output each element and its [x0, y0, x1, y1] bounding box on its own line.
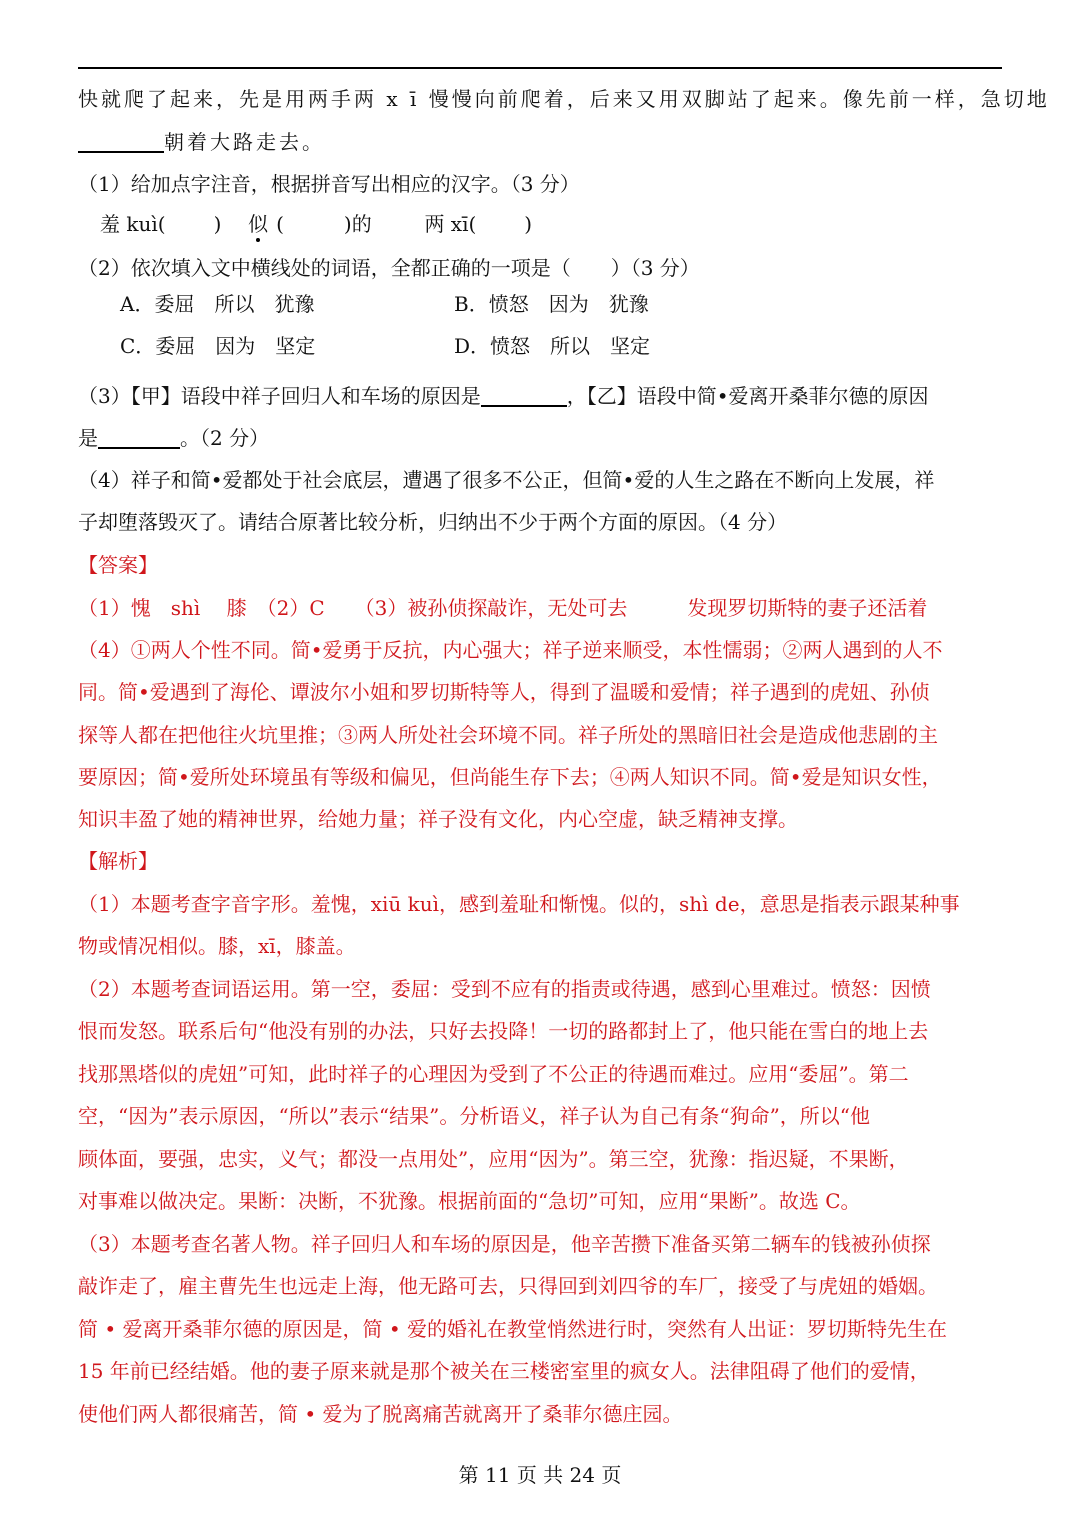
q3-line-1	[78, 381, 1008, 411]
analysis-p2-line: 恨而发怒。联系后句“他没有别的办法，只好去投降！一切的路都封上了，他只能在雪白的地上去	[78, 1019, 929, 1043]
analysis-heading: 【解析】	[78, 849, 158, 873]
analysis-p3-line: 15 年前已经结婚。他的妻子原来就是那个被关在三楼密室里的疯女人。法律阻碍了他们的爱情，	[78, 1359, 930, 1383]
answer-4-line: 探等人都在把他往火坑里推；③两人所处社会环境不同。祥子所处的黑暗旧社会是造成他悲剧的主	[78, 723, 938, 747]
q3-part1: （3）【甲】语段中祥子回归人和车场的原因是	[78, 384, 481, 408]
q1-dotted-char: 似	[248, 212, 269, 236]
q3-part3: 是	[78, 426, 98, 450]
analysis-p2-line: 顾体面，要强，忠实，义气；都没一点用处”，应用“因为”。第三空，犹豫：指迟疑，不果断，	[78, 1147, 909, 1171]
answer-4-line: （4）①两人个性不同。简•爱勇于反抗，内心强大；祥子逆来顺受，本性懦弱；②两人遇到的人不	[78, 638, 943, 662]
q3-blank-2	[98, 425, 180, 449]
passage-line-2	[78, 127, 1008, 157]
q1-item2-suffix: )的	[343, 212, 372, 236]
q1-item1-prefix: 羞 kuì(	[100, 212, 166, 236]
passage-line-1: 快就爬了起来，先是用两手两 x ī 慢慢向前爬着，后来又用双脚站了起来。像先前一样，急切地	[78, 87, 1050, 111]
analysis-p2-line: 空，“因为”表示原因，“所以”表示“结果”。分析语义，祥子认为自己有条“狗命”，所以“他	[78, 1104, 871, 1128]
analysis-p1-line: 物或情况相似。膝，xī，膝盖。	[78, 934, 356, 958]
q2-option-d: D．愤怒 所以 坚定	[454, 334, 651, 358]
q2-stem: （2）依次填入文中横线处的词语，全都正确的一项是（ ）（3 分）	[78, 256, 700, 280]
analysis-p2-line: 找那黑塔似的虎妞”可知，此时祥子的心理因为受到了不公正的待遇而难过。应用“委屈”。第二	[78, 1062, 909, 1086]
q1-item3-suffix: )	[524, 212, 533, 236]
analysis-p3-line: 敲诈走了，雇主曹先生也远走上海，他无路可去，只得回到刘四爷的车厂，接受了与虎妞的婚姻。	[78, 1274, 938, 1298]
answer-4-line: 要原因；简•爱所处环境虽有等级和偏见，但尚能生存下去；④两人知识不同。简•爱是知识女性，	[78, 765, 942, 789]
q1-items	[100, 209, 1030, 239]
q3-part2: ，【乙】语段中简•爱离开桑菲尔德的原因	[566, 384, 929, 408]
page-footer: 第 11 页 共 24 页	[458, 1463, 622, 1487]
answer-4-line: 知识丰盈了她的精神世界，给她力量；祥子没有文化，内心空虚，缺乏精神支撑。	[78, 807, 798, 831]
q3-line-2	[78, 423, 1008, 453]
q1-item1-suffix: )	[213, 212, 222, 236]
q3-part4: 。（2 分）	[180, 426, 270, 450]
q4-line-2: 子却堕落毁灭了。请结合原著比较分析，归纳出不少于两个方面的原因。（4 分）	[78, 510, 788, 534]
q1-item2-open: (	[276, 212, 284, 236]
answer-1-3: （1）愧 shì 膝 （2）C （3）被孙侦探敲诈，无处可去 发现罗切斯特的妻子还活着	[78, 596, 928, 620]
analysis-p3-line: 简 • 爱离开桑菲尔德的原因是，简 • 爱的婚礼在教堂悄然进行时，突然有人出证：罗切斯特先生在	[78, 1317, 948, 1341]
q3-blank-1	[481, 383, 567, 407]
q1-stem: （1）给加点字注音，根据拼音写出相应的汉字。（3 分）	[78, 172, 580, 196]
analysis-p1-line: （1）本题考查字音字形。羞愧，xiū kuì，感到羞耻和惭愧。似的，shì de，意思是指表示跟某种事	[78, 892, 960, 916]
q2-option-b: B．愤怒 因为 犹豫	[454, 292, 649, 316]
passage-blank	[78, 129, 164, 153]
header-rule	[78, 67, 1002, 69]
analysis-p3-line: 使他们两人都很痛苦，简 • 爱为了脱离痛苦就离开了桑菲尔德庄园。	[78, 1402, 683, 1426]
analysis-p2-line: （2）本题考查词语运用。第一空，委屈：受到不应有的指责或待遇，感到心里难过。愤怒：因愤	[78, 977, 931, 1001]
q2-option-c: C．委屈 因为 坚定	[120, 334, 316, 358]
answer-heading: 【答案】	[78, 553, 158, 577]
analysis-p2-line: 对事难以做决定。果断：决断，不犹豫。根据前面的“急切”可知，应用“果断”。故选 C。	[78, 1189, 861, 1213]
passage-line-2-text: 朝着大路走去。	[164, 130, 325, 154]
answer-4-line: 同。简•爱遇到了海伦、谭波尔小姐和罗切斯特等人，得到了温暖和爱情；祥子遇到的虎妞、孙侦	[78, 680, 930, 704]
q1-item3-prefix: 两 xī(	[424, 212, 477, 236]
analysis-p3-line: （3）本题考查名著人物。祥子回归人和车场的原因是，他辛苦攒下准备买第二辆车的钱被孙侦探	[78, 1232, 931, 1256]
q2-option-a: A．委屈 所以 犹豫	[120, 292, 315, 316]
q4-line-1: （4）祥子和简•爱都处于社会底层，遭遇了很多不公正，但简•爱的人生之路在不断向上发展，祥	[78, 468, 935, 492]
